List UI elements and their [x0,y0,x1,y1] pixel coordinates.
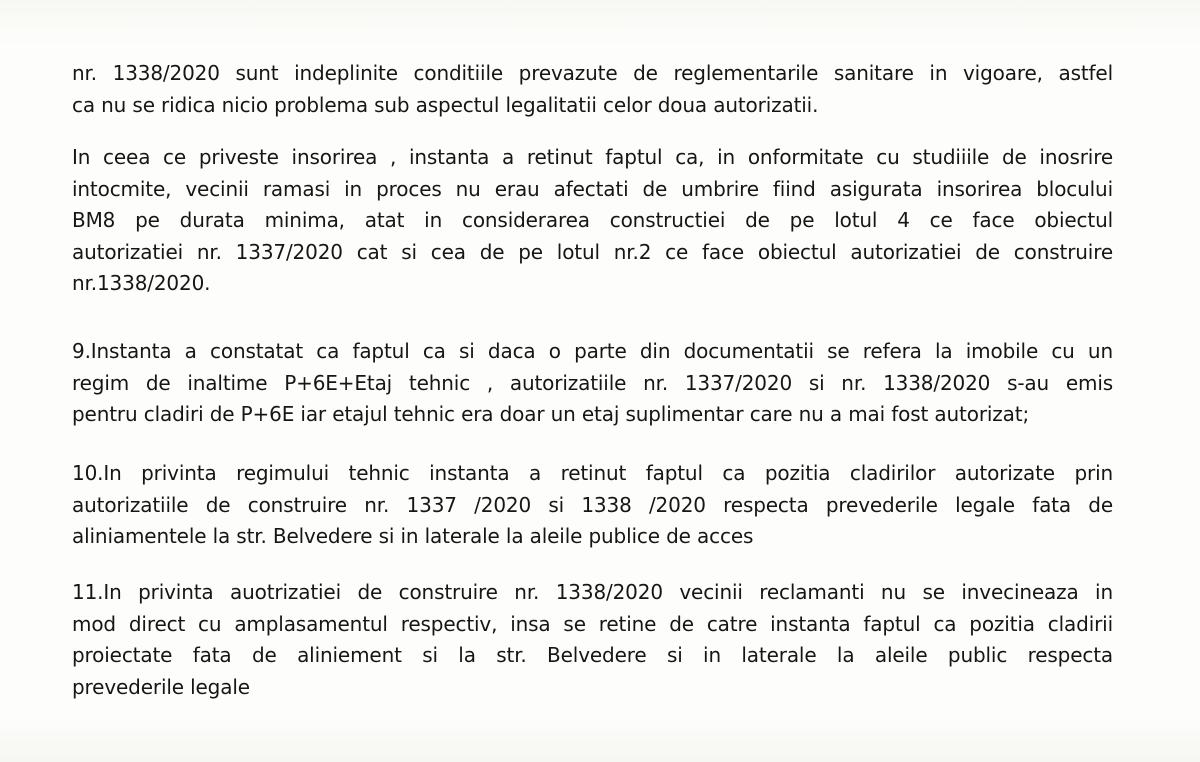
text-line: aliniamentele la str. Belvedere si in laterale la aleile publice de acces [72,524,754,549]
text-line: autorizatiile de construire nr. 1337 /2020 si 1338 /2020 respecta prevederile legale fata de [72,492,1113,517]
text-line: prevederile legale [72,674,250,699]
text-line: autorizatiei nr. 1337/2020 cat si cea de pe lotul nr.2 ce face obiectul autorizatiei de construire [72,239,1113,264]
text-line: intocmite, vecinii ramasi in proces nu erau afectati de umbrire fiind asigurata insorirea blocului [72,176,1113,201]
paragraph-point-10 [72,458,1113,553]
paragraph-point-11 [72,577,1113,703]
paragraph-insorire [72,142,1113,300]
text-line: 11.In privinta auotrizatiei de construire nr. 1338/2020 vecinii reclamanti nu se invecineaza in [72,580,1113,604]
text-line: proiectate fata de aliniement si la str. Belvedere si in laterale la aleile public respecta [72,643,1113,668]
text-line: nr. 1338/2020 sunt indeplinite conditiile prevazute de reglementarile sanitare in vigoare, astfel [72,61,1113,85]
text-line: nr.1338/2020. [72,271,211,296]
text-line: ca nu se ridica nicio problema sub aspectul legalitatii celor doua autorizatii. [72,92,819,117]
text-line: In ceea ce priveste insorirea , instanta a retinut faptul ca, in onformitate cu studiiile de inosrire [72,145,1113,169]
text-line: regim de inaltime P+6E+Etaj tehnic , autorizatiile nr. 1337/2020 si nr. 1338/2020 s-au emis [72,370,1113,395]
text-line: pentru cladiri de P+6E iar etajul tehnic era doar un etaj suplimentar care nu a mai fost autorizat; [72,402,1030,427]
paragraph-point-9 [72,336,1113,431]
text-line: 9.Instanta a constatat ca faptul ca si daca o parte din documentatii se refera la imobile cu un [72,339,1113,363]
text-line: 10.In privinta regimului tehnic instanta a retinut faptul ca pozitia cladirilor autorizate prin [72,461,1113,485]
text-line: mod direct cu amplasamentul respectiv, insa se retine de catre instanta faptul ca pozitia cladirii [72,611,1113,636]
text-line: BM8 pe durata minima, atat in considerarea constructiei de pe lotul 4 ce face obiectul [72,208,1113,233]
paragraph-sanitary-conditions [72,58,1113,121]
